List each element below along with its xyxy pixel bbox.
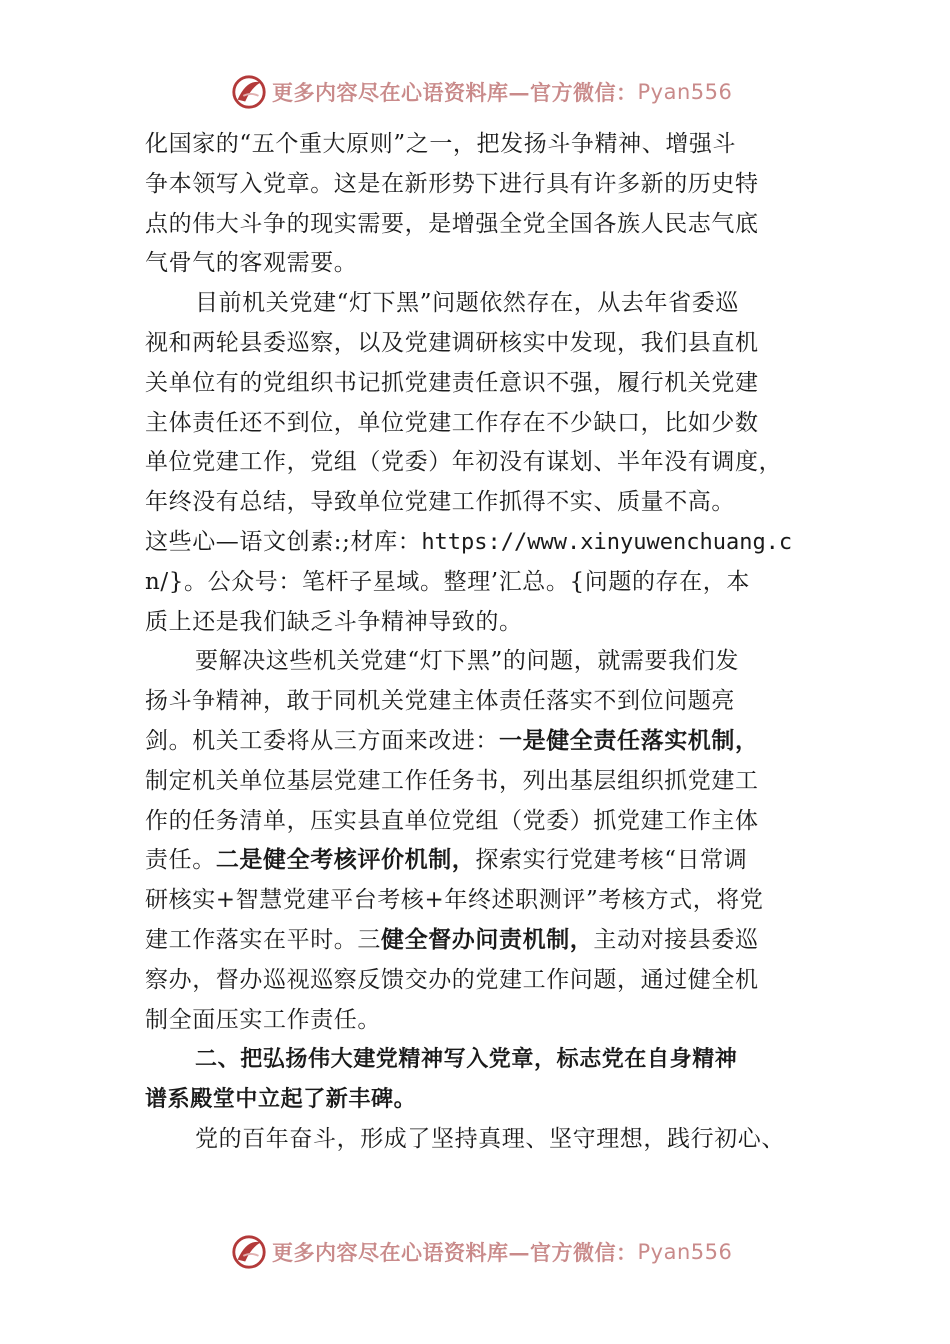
text-line: 制全面压实工作责任。 — [145, 1006, 381, 1033]
text-line: 年终没有总结，导致单位党建工作抓得不实、质量不高。 — [145, 489, 735, 516]
text-line: 关单位有的党组织书记抓党建责任意识不强，履行机关党建 — [145, 369, 759, 396]
text-line: 单位党建工作，党组（党委）年初没有谋划、半年没有调度， — [145, 449, 783, 476]
text-line: 点的伟大斗争的现实需要，是增强全党全国各族人民志气底 — [145, 210, 759, 237]
text-line: 化国家的“五个重大原则”之一，把发扬斗争精神、增强斗 — [145, 131, 737, 157]
text-line: 要解决这些机关党建“灯下黑”的问题，就需要我们发 — [195, 648, 739, 675]
text-line: 争本领写入党章。这是在新形势下进行具有许多新的历史特 — [145, 170, 759, 197]
text-line: 察办，督办巡视巡察反馈交办的党建工作问题，通过健全机 — [145, 966, 759, 993]
text-span: 探索实行党建考核“日常调 — [475, 847, 748, 874]
text-line: 制定机关单位基层党建工作任务书，列出基层组织抓党建工 — [145, 767, 759, 794]
text-span: 责任。 — [145, 847, 216, 874]
text-line — [145, 841, 825, 881]
text-line-url — [145, 523, 825, 563]
text-line: 目前机关党建“灯下黑”问题依然存在，从去年省委巡 — [195, 290, 739, 317]
text-line: 质上还是我们缺乏斗争精神导致的。 — [145, 608, 523, 635]
document-body — [145, 125, 825, 1160]
section-heading: 二、把弘扬伟大建党精神写入党章，标志党在自身精神 — [195, 1047, 738, 1073]
text-line: 气骨气的客观需要。 — [145, 250, 358, 277]
text-line: 党的百年奋斗，形成了坚持真理、坚守理想，践行初心、 — [195, 1125, 785, 1152]
bold-point-1: 一是健全责任落实机制， — [499, 727, 759, 754]
text-line: 作的任务清单，压实县直单位党组（党委）抓党建工作主体 — [145, 807, 759, 834]
text-line: 研核实+智慧党建平台考核+年终述职测评”考核方式，将党 — [145, 887, 764, 914]
watermark-text: 更多内容尽在心语资料库—官方微信： — [272, 1240, 638, 1265]
logo-icon — [230, 1233, 268, 1271]
bold-point-3: 健全督办问责机制， — [381, 926, 594, 953]
text-line: 扬斗争精神，敢于同机关党建主体责任落实不到位问题亮 — [145, 688, 735, 715]
watermark-handle: Pyan556 — [637, 80, 733, 104]
bold-point-2: 二是健全考核评价机制， — [215, 847, 476, 874]
text-line: 主体责任还不到位，单位党建工作存在不少缺口，比如少数 — [145, 409, 759, 436]
text-line — [145, 921, 825, 961]
url-text: https://www.xinyuwenchuang.c — [421, 529, 793, 555]
url-prefix: 这些心—语文创素:;材库： — [145, 528, 422, 555]
text-span: 主动对接县委巡 — [593, 926, 759, 953]
text-span: 剑。机关工委将从三方面来改进： — [145, 727, 499, 754]
text-line: n/}。公众号：笔杆子星域。整理’汇总。{问题的存在，本 — [145, 568, 750, 595]
watermark-handle: Pyan556 — [637, 1240, 733, 1264]
section-heading: 谱系殿堂中立起了新丰碑。 — [145, 1087, 417, 1113]
watermark-banner-top — [0, 72, 950, 112]
logo-icon — [230, 73, 268, 111]
text-line — [145, 722, 825, 762]
watermark-text: 更多内容尽在心语资料库—官方微信： — [272, 80, 638, 105]
watermark-banner-bottom — [0, 1232, 950, 1272]
text-span: 建工作落实在平时。三 — [145, 926, 381, 953]
text-line: 视和两轮县委巡察，以及党建调研核实中发现，我们县直机 — [145, 329, 759, 356]
